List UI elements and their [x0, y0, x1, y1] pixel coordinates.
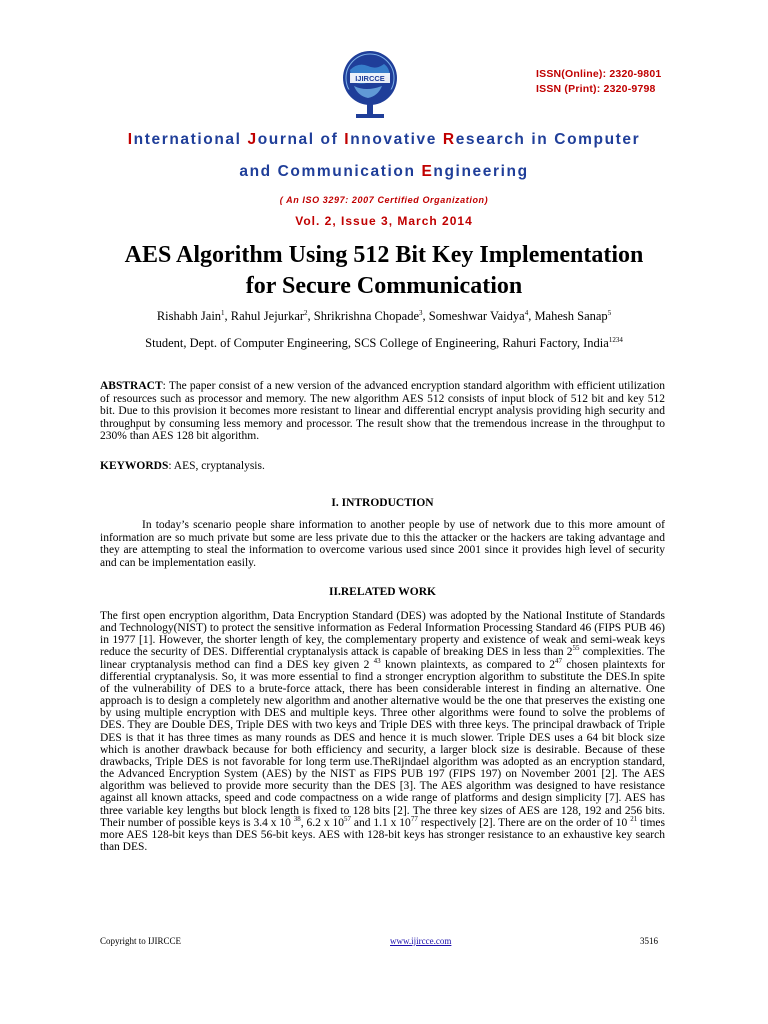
text-run: respectively [2]. There are on the order of 10 [417, 816, 631, 829]
exponent: 77 [410, 814, 418, 823]
journal-word: ournal of [257, 131, 345, 148]
author-name: Mahesh Sanap [534, 309, 608, 323]
journal-word: ngineering [433, 163, 529, 180]
journal-logo [338, 48, 402, 124]
volume-issue: Vol. 2, Issue 3, March 2014 [295, 214, 473, 228]
abstract-text: : The paper consist of a new version of the advanced encryption standard algorithm with efficient utilization of resources such as processor and memory. The new algorithm AES 512 consists of input block of 512 bit and key 512 bit. Due to this provision it becomes more resistant to linear and differential encrypt analysis providing high security and throughput by consuming less memory and processor. The result show that the tremendous increase in the throughput to 230% than AES 128 bit algorithm. [100, 380, 665, 442]
journal-word: nternational [133, 131, 248, 148]
author-sup: 4 [524, 309, 529, 317]
footer-copyright: Copyright to IJIRCCE [100, 936, 182, 946]
author-name: Rahul Jejurkar [230, 309, 305, 323]
text-run: , 6.2 x 10 [300, 816, 344, 829]
exponent: 21 [630, 814, 638, 823]
journal-title-line1 [0, 131, 768, 149]
journal-letter: J [247, 131, 258, 148]
journal-word: esearch in Computer [455, 131, 641, 148]
author-sup: 1 [221, 309, 225, 317]
related-work-paragraph [100, 610, 665, 853]
journal-title-line2 [0, 163, 768, 181]
journal-word: nnovative [350, 131, 443, 148]
author-name: Rishabh Jain [156, 309, 222, 323]
text-run: chosen plaintexts for differential cryptanalysis. So, it was more essential to find a stronger encryption algorithm to substitute the DES.In spite of the vulnerability of DES to a brute-force attack, there has been considerable interest in finding an alternative. One approach is to design a completely new algorithm and another alternative would be the one that preserves the existing one by using multiple encryption with DES and multiple keys. Three other algorithms were found to solve the problems of DES. They are Double DES, Triple DES with two keys and Triple DES with three keys. The principal drawback of Triple DES is that it has three times as many rounds as DES and hence it is much slower. Triple DES uses a 64 bit block size which is another drawback because for both efficiency and security, a larger block size is desirable. Because of these drawbacks, Triple DES is not favorable for long term use.TheRijndael algorithm was adopted as an encryption standard, the Advanced Encryption System (AES) by the NIST as FIPS PUB 197 (FIPS 197) on November 2001 [2]. The AES algorithm was believed to provide more security than the DES [3]. The AES algorithm was designed to have resistance against all known attacks, speed and code compactness on a wide range of platforms and design simplicity [7]. AES has three variable key lengths but block length is fixed to 128 bits [2]. The three key sizes of AES are 128, 192 and 256 bits. Their number of possible keys is 3.4 x 10 [100, 658, 665, 829]
logo-text: IJIRCCE [355, 74, 385, 83]
footer-page-number: 3516 [640, 936, 658, 946]
issn-online: ISSN(Online): 2320-9801 [536, 68, 662, 80]
journal-word: and Communication [239, 163, 422, 180]
exponent: 43 [373, 656, 381, 665]
paper-title [0, 240, 768, 302]
iso-certification: ( An ISO 3297: 2007 Certified Organization) [279, 195, 489, 205]
affiliation [0, 336, 768, 351]
paper-title-line1: AES Algorithm Using 512 Bit Key Implementation [124, 242, 644, 268]
journal-letter: E [421, 163, 434, 180]
paper-title-line2: for Secure Communication [245, 273, 523, 299]
journal-letter: I [344, 131, 351, 148]
keywords-text: : AES, cryptanalysis. [168, 460, 265, 472]
author-name: Someshwar Vaidya [428, 309, 525, 323]
text-run: complexities. The linear cryptanalysis method can find a DES key given 2 [100, 646, 665, 671]
author-sup: 3 [419, 309, 423, 317]
keywords [100, 460, 665, 473]
exponent: 38 [293, 814, 301, 823]
journal-letter: I [127, 131, 134, 148]
footer-website-link[interactable]: www.ijircce.com [390, 936, 452, 946]
author-sup: 2 [304, 309, 308, 317]
affiliation-sup: 1234 [608, 336, 623, 344]
author-name: Shrikrishna Chopade [313, 309, 419, 323]
abstract-label: ABSTRACT [100, 380, 163, 392]
author-list: Rishabh Jain$^1$, Rahul Jejurkar$^2$, Shrikrishna Chopade$^3$, Someshwar Vaidya$^4$, Mahesh Sanap$^5$ [156, 309, 612, 323]
introduction-paragraph: In today’s scenario people share information to another people by use of network due to this more amount of information are so much private but some are less private due to this the attacker or the hackers are taking advantage and they are attempting to steal the information to overcome various used since 2001 since it provides high level of security and can be implementation easily. [100, 519, 665, 569]
text-run: and 1.1 x 10 [350, 816, 411, 829]
issn-block [536, 67, 661, 97]
affiliation-text: Student, Dept. of Computer Engineering, SCS College of Engineering, Rahuri Factory, India [145, 336, 609, 350]
exponent: 47 [555, 656, 563, 665]
text-run: known plaintexts, as compared to 2 [380, 658, 556, 671]
exponent: 57 [343, 814, 351, 823]
abstract [100, 380, 665, 443]
journal-letter: R [442, 131, 456, 148]
issn-print: ISSN (Print): 2320-9798 [536, 83, 656, 95]
section-heading-related-work: II.RELATED WORK [329, 586, 436, 598]
keywords-label: KEYWORDS [100, 460, 169, 472]
author-sup: 5 [607, 309, 612, 317]
text-run: The first open encryption algorithm, Data Encryption Standard (DES) was adopted by the National Institute of Standards and Technology(NIST) to protect the sensitive information as Federal Information Processing Standard 46 (FIPS PUB 46) in 1977 [1]. However, the shorter length of key, the complementary property and existence of weak and semi-weak keys reduce the security of DES. Differential cryptanalysis attack is capable of breaking DES in less than 2 [100, 610, 665, 659]
exponent: 55 [572, 644, 580, 653]
text-run: times more AES 128-bit keys than DES 56-bit keys. AES with 128-bit keys has stronger resistance to an exhaustive key search than DES. [100, 816, 666, 853]
section-heading-introduction: I. INTRODUCTION [331, 497, 434, 509]
